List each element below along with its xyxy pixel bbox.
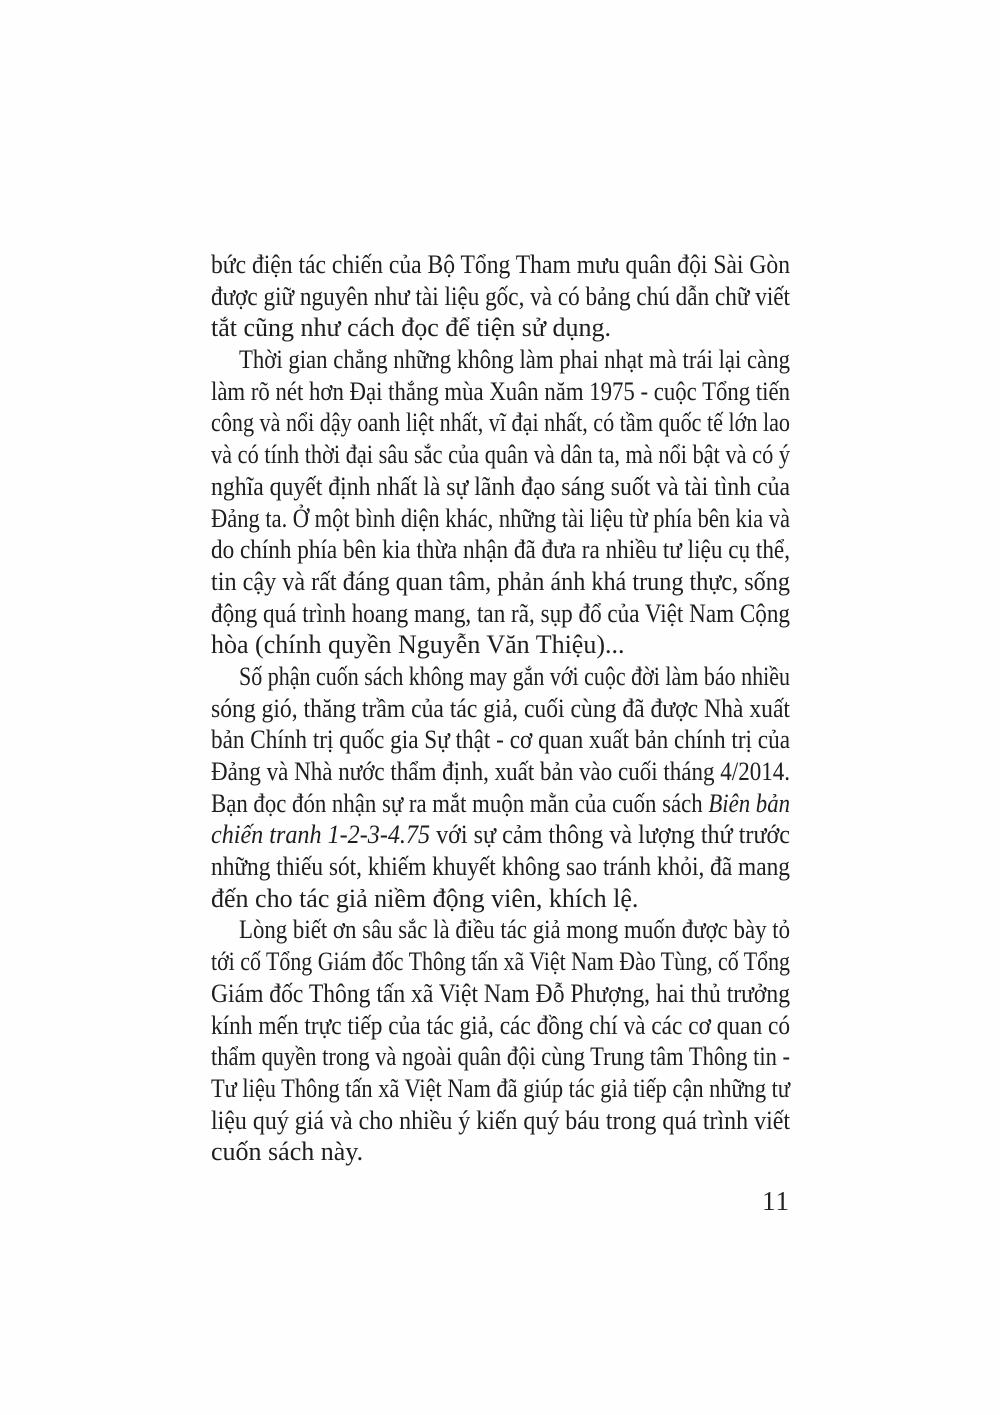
text-segment: cuốn sách này. bbox=[211, 1137, 364, 1167]
text-line bbox=[211, 629, 790, 661]
text-line-content bbox=[211, 281, 790, 313]
text-line-content bbox=[211, 598, 790, 630]
text-line-content bbox=[211, 471, 790, 503]
text-segment: Thời gian chẳng những không làm phai nhạt mà trái lại càng bbox=[239, 345, 790, 375]
text-line-content bbox=[211, 407, 790, 439]
text-line bbox=[211, 1073, 790, 1105]
text-line bbox=[211, 661, 790, 693]
text-line bbox=[211, 788, 790, 820]
text-line-content bbox=[211, 534, 790, 566]
text-segment: do chính phía bên kia thừa nhận đã đưa ra nhiều tư liệu cụ thể, bbox=[211, 535, 790, 565]
text-segment: Tư liệu Thông tấn xã Việt Nam đã giúp tác giả tiếp cận những tư bbox=[211, 1073, 790, 1103]
text-line-content bbox=[211, 503, 790, 535]
text-segment: sóng gió, thăng trầm của tác giả, cuối cùng đã được Nhà xuất bbox=[211, 693, 790, 723]
text-segment: động quá trình hoang mang, tan rã, sụp đổ của Việt Nam Cộng bbox=[211, 598, 790, 628]
text-line bbox=[211, 503, 790, 535]
text-line bbox=[211, 883, 790, 915]
text-line-content bbox=[211, 756, 790, 788]
text-segment: những thiếu sót, khiếm khuyết không sao tránh khỏi, đã mang bbox=[211, 852, 790, 882]
text-line bbox=[211, 249, 790, 281]
paragraph bbox=[211, 344, 790, 661]
text-line bbox=[211, 914, 790, 946]
text-line bbox=[211, 344, 790, 376]
text-segment: và có tính thời đại sâu sắc của quân và dân ta, mà nổi bật và có ý bbox=[211, 440, 790, 470]
text-segment: kính mến trực tiếp của tác giả, các đồng chí và các cơ quan có bbox=[211, 1010, 790, 1040]
text-segment: liệu quý giá và cho nhiều ý kiến quý báu trong quá trình viết bbox=[211, 1105, 790, 1135]
text-line bbox=[211, 376, 790, 408]
text-line bbox=[211, 724, 790, 756]
text-line bbox=[211, 312, 790, 344]
text-line bbox=[211, 1010, 790, 1042]
text-segment: công và nổi dậy oanh liệt nhất, vĩ đại nhất, có tầm quốc tế lớn lao bbox=[211, 408, 790, 438]
text-line bbox=[211, 407, 790, 439]
text-line-content bbox=[211, 883, 638, 915]
text-line-content bbox=[239, 914, 790, 946]
text-line-content bbox=[211, 1073, 790, 1105]
text-line bbox=[211, 946, 790, 978]
text-line bbox=[211, 281, 790, 313]
text-line-content bbox=[211, 693, 790, 725]
paragraph bbox=[211, 914, 790, 1168]
text-segment: thẩm quyền trong và ngoài quân đội cùng Trung tâm Thông tin - bbox=[211, 1042, 790, 1072]
text-segment: Bạn đọc đón nhận sự ra mắt muộn mằn của cuốn sách bbox=[211, 788, 709, 818]
text-segment: hòa (chính quyền Nguyễn Văn Thiệu)... bbox=[211, 630, 625, 660]
text-segment: được giữ nguyên như tài liệu gốc, và có bảng chú dẫn chữ viết bbox=[211, 281, 790, 311]
text-segment: Giám đốc Thông tấn xã Việt Nam Đỗ Phượng, hai thủ trưởng bbox=[211, 978, 790, 1008]
text-line-content bbox=[211, 978, 790, 1010]
page-number: 11 bbox=[762, 1186, 790, 1216]
text-line-content bbox=[211, 1105, 790, 1137]
text-segment: tắt cũng như cách đọc để tiện sử dụng. bbox=[211, 313, 612, 343]
text-line bbox=[211, 978, 790, 1010]
text-line bbox=[211, 1105, 790, 1137]
book-title-italic: chiến tranh 1-2-3-4.75 bbox=[211, 820, 431, 850]
text-segment: Số phận cuốn sách không may gắn với cuộc đời làm báo nhiều bbox=[239, 661, 790, 691]
text-line-content bbox=[211, 566, 790, 598]
text-line-content bbox=[211, 629, 625, 661]
text-line bbox=[211, 819, 790, 851]
paragraph bbox=[211, 661, 790, 915]
text-line bbox=[211, 851, 790, 883]
text-line-content bbox=[211, 851, 790, 883]
text-line bbox=[211, 693, 790, 725]
text-segment: tới cố Tổng Giám đốc Thông tấn xã Việt Nam Đào Tùng, cố Tổng bbox=[211, 947, 790, 977]
text-line-content bbox=[211, 312, 611, 344]
text-line-content bbox=[239, 344, 790, 376]
text-segment: đến cho tác giả niềm động viên, khích lệ. bbox=[211, 883, 639, 913]
text-line bbox=[211, 439, 790, 471]
text-line bbox=[211, 756, 790, 788]
text-segment: tin cậy và rất đáng quan tâm, phản ánh khá trung thực, sống bbox=[211, 566, 790, 596]
text-line-content bbox=[211, 439, 790, 471]
text-line bbox=[211, 566, 790, 598]
text-line-content bbox=[211, 946, 790, 978]
text-line-content bbox=[211, 1136, 363, 1168]
text-line-content bbox=[239, 661, 790, 693]
text-line bbox=[211, 471, 790, 503]
text-line-content bbox=[211, 376, 790, 408]
text-segment: bản Chính trị quốc gia Sự thật - cơ quan xuất bản chính trị của bbox=[211, 725, 790, 755]
paragraph bbox=[211, 249, 790, 344]
text-line-content bbox=[211, 788, 790, 820]
text-line-content bbox=[211, 249, 790, 281]
body-text bbox=[211, 249, 790, 1168]
text-segment: Lòng biết ơn sâu sắc là điều tác giả mong muốn được bày tỏ bbox=[239, 915, 790, 945]
text-segment: Đảng ta. Ở một bình diện khác, những tài liệu từ phía bên kia và bbox=[211, 503, 790, 533]
text-segment: với sự cảm thông và lượng thứ trước bbox=[430, 820, 790, 850]
text-segment: nghĩa quyết định nhất là sự lãnh đạo sáng suốt và tài tình của bbox=[211, 471, 790, 501]
text-line-content bbox=[211, 1010, 790, 1042]
text-segment: Đảng và Nhà nước thẩm định, xuất bản vào cuối tháng 4/2014. bbox=[211, 757, 790, 786]
text-line bbox=[211, 1041, 790, 1073]
text-line-content bbox=[211, 1041, 790, 1073]
text-segment: làm rõ nét hơn Đại thắng mùa Xuân năm 1975 - cuộc Tổng tiến bbox=[211, 376, 790, 406]
text-segment: bức điện tác chiến của Bộ Tổng Tham mưu quân đội Sài Gòn bbox=[211, 250, 790, 279]
text-line-content bbox=[211, 724, 790, 756]
text-line-content bbox=[211, 819, 790, 851]
text-line bbox=[211, 598, 790, 630]
text-line bbox=[211, 1136, 790, 1168]
text-line bbox=[211, 534, 790, 566]
book-title-italic: Biên bản bbox=[708, 788, 790, 818]
